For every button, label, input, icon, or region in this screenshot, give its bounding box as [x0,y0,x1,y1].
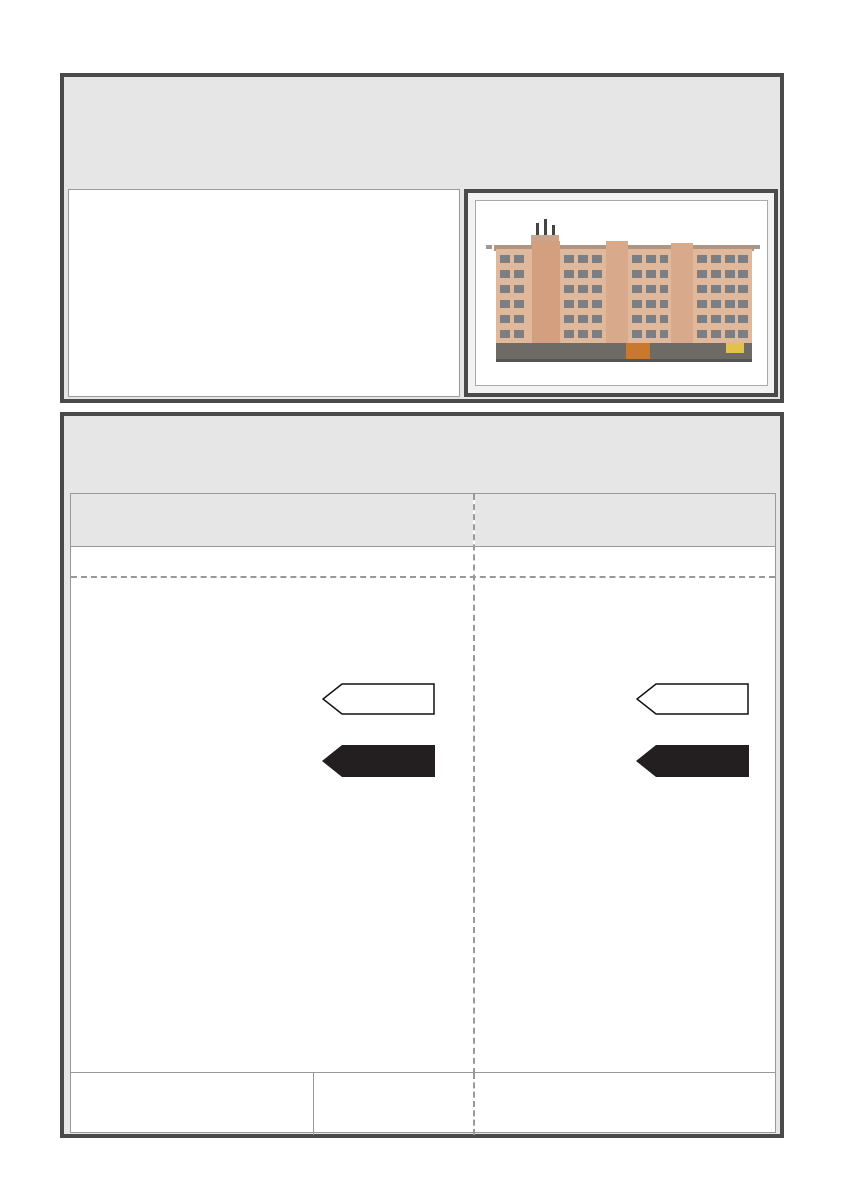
left-value-marker [322,745,435,777]
totals-divider [473,1073,475,1135]
totals-label-cell [71,1073,314,1135]
right-value-marker [636,745,749,777]
right-required-marker [636,683,749,715]
left-required-marker [322,683,435,715]
building-info-frame [60,73,784,403]
building-photo-frame [464,189,778,397]
left-energy-scale [71,494,473,1072]
building-info-box [68,189,460,397]
energy-panel [70,493,776,1133]
energy-performance-frame [60,412,784,1138]
building-illustration [475,200,768,386]
right-energy-scale [475,494,775,1072]
totals-row [71,1072,775,1135]
